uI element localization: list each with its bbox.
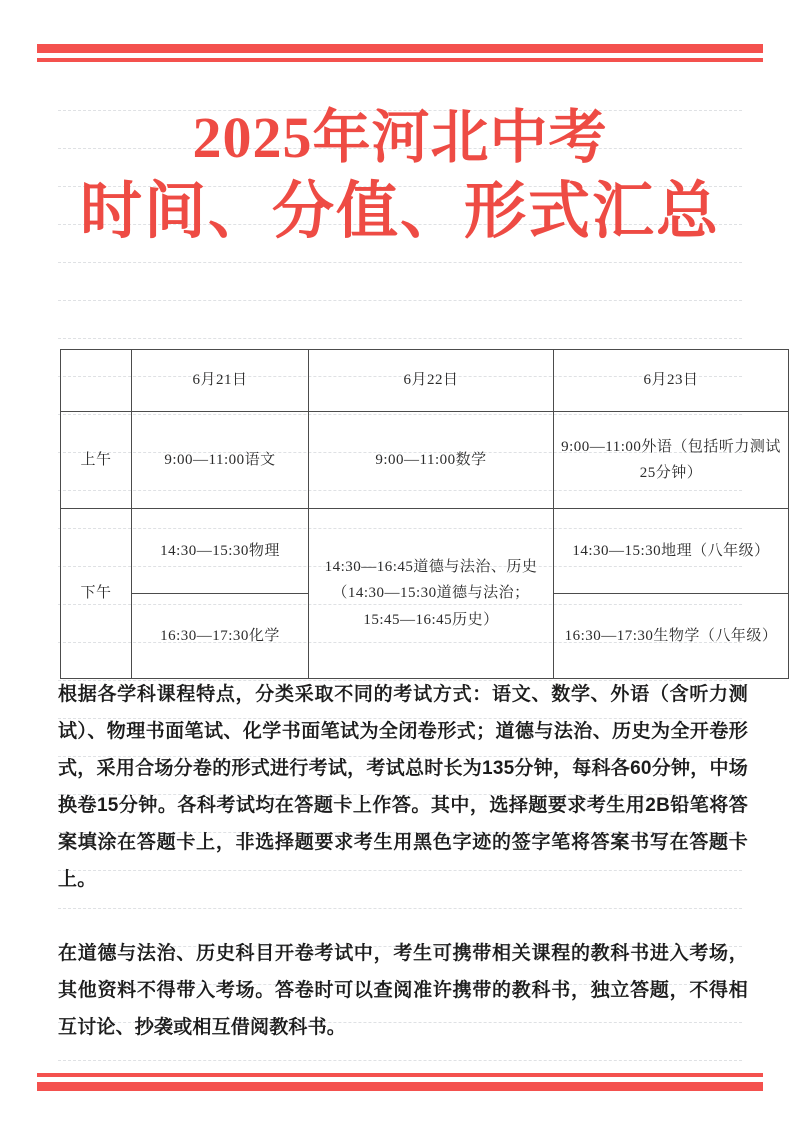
- cell-morning-day-2: 9:00—11:00数学: [309, 412, 554, 509]
- cell-afternoon-first-day-3: 14:30—15:30地理（八年级）: [554, 509, 789, 594]
- page-title: [0, 104, 800, 249]
- row-label-morning: 上午: [61, 412, 132, 509]
- column-header-day-1: 6月21日: [132, 350, 309, 412]
- top-bar-thin: [37, 58, 763, 62]
- bottom-bar-thick: [37, 1082, 763, 1091]
- cell-afternoon-second-day-3: 16:30—17:30生物学（八年级）: [554, 594, 789, 679]
- table-header-row: [61, 350, 789, 412]
- title-line-2: 时间、分值、形式汇总: [79, 178, 720, 247]
- column-header-day-2: 6月22日: [309, 350, 554, 412]
- paragraph-exam-format: 根据各学科课程特点，分类采取不同的考试方式：语文、数学、外语（含听力测试）、物理书面笔试、化学书面笔试为全闭卷形式；道德与法治、历史为全开卷形式，采用合场分卷的形式进行考试，考试总时长为135分钟，每科各60分钟，中场换卷15分钟。各科考试均在答题卡上作答。其中，选择题要求考生用2B铅笔将答案填涂在答题卡上，非选择题要求考生用黑色字迹的签字笔将答案书写在答题卡上。: [58, 684, 748, 890]
- table-row-afternoon-first: [61, 509, 789, 594]
- cell-afternoon-merged-day-2: 14:30—16:45道德与法治、历史（14:30—15:30道德与法治；15:45—16:45历史）: [309, 509, 554, 679]
- table-corner-cell: [61, 350, 132, 412]
- cell-afternoon-first-day-1: 14:30—15:30物理: [132, 509, 309, 594]
- bottom-decorative-bars: [37, 1073, 763, 1091]
- column-header-day-3: 6月23日: [554, 350, 789, 412]
- cell-morning-day-1: 9:00—11:00语文: [132, 412, 309, 509]
- cell-afternoon-second-day-1: 16:30—17:30化学: [132, 594, 309, 679]
- top-decorative-bars: [37, 44, 763, 62]
- cell-morning-day-3: 9:00—11:00外语（包括听力测试25分钟）: [554, 412, 789, 509]
- top-bar-thick: [37, 44, 763, 53]
- exam-schedule-table-wrapper: [60, 349, 781, 679]
- row-label-afternoon: 下午: [61, 509, 132, 679]
- title-line-1: 2025年河北中考: [192, 105, 608, 170]
- paragraph-open-book-rules: 在道德与法治、历史科目开卷考试中，考生可携带相关课程的教科书进入考场，其他资料不得带入考场。答卷时可以查阅准许携带的教科书，独立答题，不得相互讨论、抄袭或相互借阅教科书。: [58, 943, 748, 1038]
- table-row-morning: [61, 412, 789, 509]
- description-body: [58, 676, 748, 1046]
- exam-schedule-table: [60, 349, 789, 679]
